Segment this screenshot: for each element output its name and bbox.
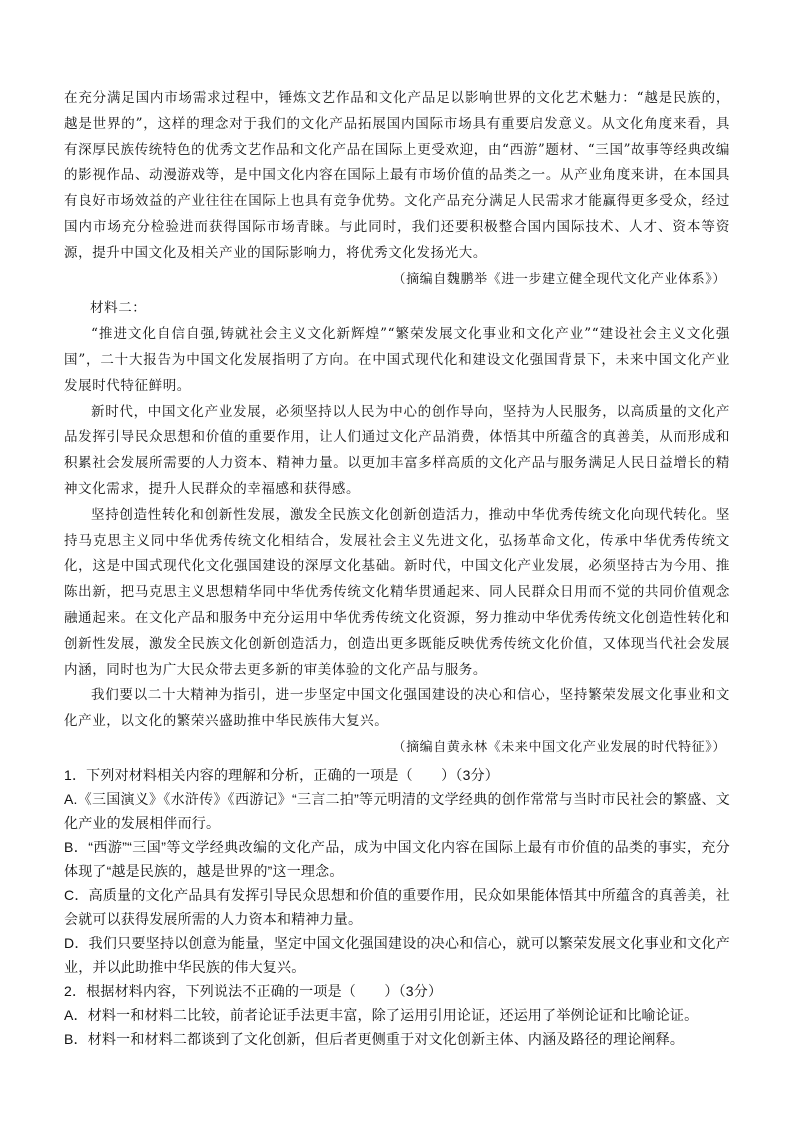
question-2-stem: 2．根据材料内容，下列说法不正确的一项是（ ）（3分） <box>64 982 443 999</box>
material2-paragraph-3: 坚持创造性转化和创新性发展，激发全民族文化创新创造活力，推动中华优秀传统文化向现代转化。坚持马克思主义同中华优秀传统文化相结合，发展社会主义先进文化，弘扬革命文化，传承中华优秀传统文化，这是中国式现代化文化强国建设的深厚文化基础。新时代，中国文化产业发展，必须坚持古为今用、推陈出新，把马克思主义思想精华同中华优秀传统文化精华贯通起来、同人民群众日用而不觉的共同价值观念融通起来。在文化产品和服务中充分运用中华优秀传统文化资源，努力推动中华优秀传统文化创造性转化和创新性发展，激发全民族文化创新创造活力，创造出更多既能反映优秀传统文化价值，又体现当代社会发展内涵，同时也为广大民众带去更多新的审美体验的文化产品与服务。 <box>64 506 730 678</box>
material1-paragraph: 在充分满足国内市场需求过程中，锤炼文艺作品和文化产品足以影响世界的文化艺术魅力：“越是民族的，越是世界的”，这样的理念对于我们的文化产品拓展国内国际市场具有重要启发意义。从文化角度来看，具有深厚民族传统特色的优秀文艺作品和文化产品在国际上更受欢迎，由“西游”题材、“三国”故事等经典改编的影视作品、动漫游戏等，是中国文化内容在国际上最有市场价值的品类之一。从产业角度来讲，在本国具有良好市场效益的产业往往在国际上也具有竞争优势。文化产品充分满足人民需求才能赢得更多受众，经过国内市场充分检验进而获得国际市场青睐。与此同时，我们还要积极整合国内国际技术、人才、资本等资源，提升中国文化及相关产业的国际影响力，将优秀文化发扬光大。 <box>64 90 730 261</box>
question-2-option-a: A．材料一和材料二比较，前者论证手法更丰富，除了运用引用论证，还运用了举例论证和比喻论证。 <box>64 1006 699 1023</box>
material2-paragraph-1: “推进文化自信自强,铸就社会主义文化新辉煌”“繁荣发展文化事业和文化产业”“建设社会主义文化强国”，二十大报告为中国文化发展指明了方向。在中国式现代化和建设文化强国背景下，未来中国文化产业发展时代特征鲜明。 <box>64 326 730 394</box>
question-2-option-b: B．材料一和材料二都谈到了文化创新，但后者更侧重于对文化创新主体、内涵及路径的理论阐释。 <box>64 1030 685 1047</box>
material1-source: （摘编自魏鹏举《进一步建立健全现代文化产业体系》） <box>392 271 726 287</box>
material2-source: （摘编自黄永林《未来中国文化产业发展的时代特征》） <box>392 739 726 755</box>
question-1-stem: 1．下列对材料相关内容的理解和分析，正确的一项是（ ）（3分） <box>64 766 499 783</box>
material2-paragraph-2: 新时代，中国文化产业发展，必须坚持以人民为中心的创作导向，坚持为人民服务，以高质量的文化产品发挥引导民众思想和价值的重要作用，让人们通过文化产品消费，体悟其中所蕴含的真善美，从而形成和积累社会发展所需要的人力资本、精神力量。以更加丰富多样高质的文化产品与服务满足人民日益增长的精神文化需求，提升人民群众的幸福感和获得感。 <box>64 403 730 497</box>
material2-paragraph-4: 我们要以二十大精神为指引，进一步坚定中国文化强国建设的决心和信心，坚持繁荣发展文化事业和文化产业，以文化的繁荣兴盛助推中华民族伟大复兴。 <box>64 687 730 730</box>
question-1-option-a: A.《三国演义》《水浒传》《西游记》“三言二拍”等元明清的文学经典的创作常常与当时市民社会的繁盛、文化产业的发展相伴而行。 <box>64 790 730 831</box>
question-section <box>64 763 730 1051</box>
question-1-option-d: D．我们只要坚持以创意为能量，坚定中国文化强国建设的决心和信心，就可以繁荣发展文化事业和文化产业，并以此助推中华民族的伟大复兴。 <box>64 934 730 975</box>
question-1-option-c: C．高质量的文化产品具有发挥引导民众思想和价值的重要作用，民众如果能体悟其中所蕴含的真善美，社会就可以获得发展所需的人力资本和精神力量。 <box>64 886 730 927</box>
question-1-option-b: B．“西游”“三国”等文学经典改编的文化产品，成为中国文化内容在国际上最有市价值的品类的事实，充分体现了“越是民族的，越是世界的”这一理念。 <box>64 838 730 879</box>
material2-label: 材料二： <box>90 300 147 317</box>
